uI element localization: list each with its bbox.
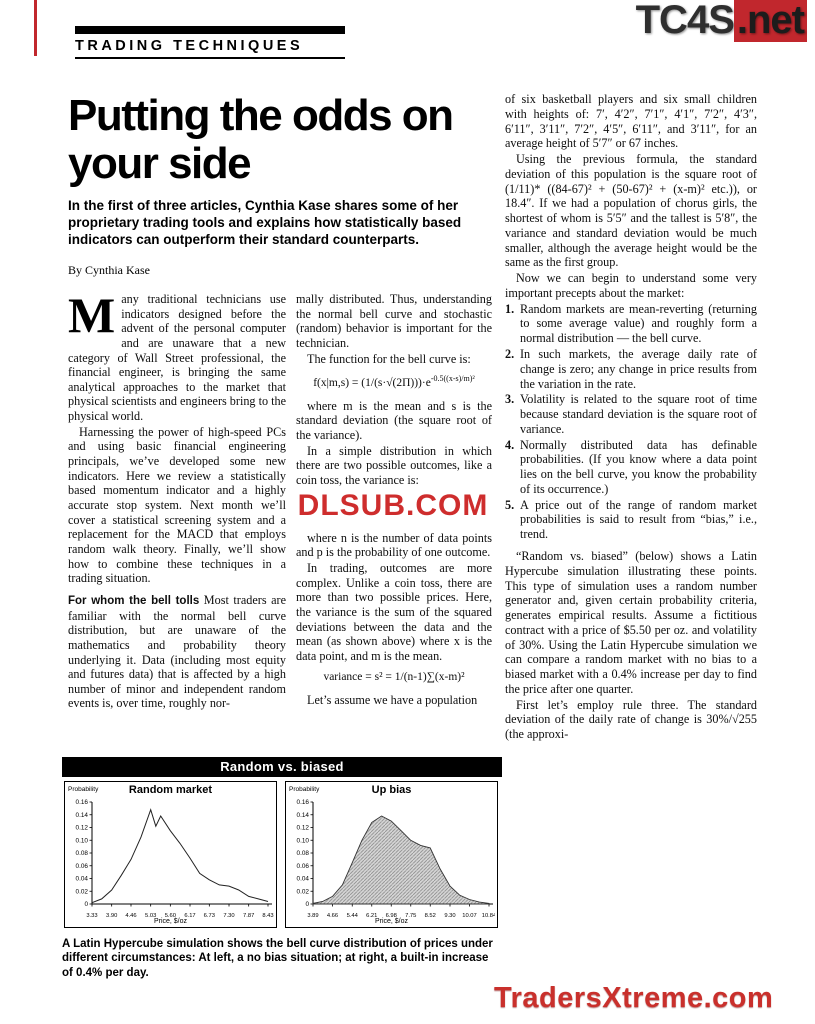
dlsub-watermark: DLSUB.COM	[297, 489, 489, 522]
precept-item	[505, 438, 757, 497]
charts-row	[62, 777, 502, 930]
chart-plot	[287, 797, 496, 919]
tc4s-watermark-net: .net	[734, 0, 807, 42]
paragraph: Using the previous formula, the standard deviation of this population is the square root of (1/11)* ((84-67)² + (50-67)² + (x-m)² etc.)), or 18.4″. If we had a population of chorus girls, the shortest of whom is 5′5″ and the tallest is 5′8″, the variance and standard deviation would be much smaller, although the average height would be the same as the first group.	[505, 152, 757, 270]
svg-text:0.06: 0.06	[75, 862, 88, 870]
paragraph: of six basketball players and six small children with heights of: 7′, 4′2″, 7′1″, 4′1″, 7′2″, 4′3″, 6′11″, 3′11″, 7′2″, 4′5″, 6′11″, and 3′11″, for an average height of 5′7″ or 67 inches.	[505, 92, 757, 151]
precept-item	[505, 347, 757, 391]
chart-title: Up bias	[371, 784, 412, 796]
svg-text:8.52: 8.52	[424, 913, 436, 919]
paragraph: Now we can begin to understand some very important precepts about the market:	[505, 271, 757, 300]
precept-text: A price out of the range of random market probabilities is said to result from “bias,” i.e., trend.	[520, 497, 757, 542]
paragraph: “Random vs. biased” (below) shows a Latin Hypercube simulation illustrating these points. This type of simulation uses a random number generator and, given certain probability criteria, generates empirical results. Assume a fictitious contract with a price of $5.50 per oz. and volatility of 30%. Using the Latin Hypercube simulation we can compare a random market with no bias to a biased market with a 0.4% increase per day to find the price after one quarter.	[505, 548, 757, 696]
section-masthead	[75, 26, 345, 59]
paragraph: where m is the mean and s is the standard deviation (the square root of the variance).	[296, 398, 492, 443]
tradersxtreme-watermark: TradersXtreme.com	[494, 982, 774, 1014]
body-column-3	[505, 92, 757, 743]
paragraph	[68, 287, 286, 424]
svg-text:0.16: 0.16	[296, 799, 309, 807]
x-axis-label: Price, $/oz	[374, 918, 409, 925]
red-edge-accent	[34, 0, 37, 56]
figure-header: Random vs. biased	[62, 757, 502, 777]
formula-base: f(x|m,s) = (1/(s·√(2Π)))·e	[313, 377, 431, 390]
svg-text:0.02: 0.02	[75, 888, 88, 896]
chart-up-bias	[285, 781, 498, 928]
paragraph: In a simple distribution in which there are two possible outcomes, like a coin toss, the variance is:	[296, 443, 492, 488]
variance-formula: variance = s² = 1/(n-1)∑(x-m)²	[323, 671, 465, 684]
chart-plot	[66, 797, 275, 919]
tc4s-watermark-left: TC4S	[635, 0, 734, 42]
paragraph-text: Most traders are familiar with the normal bell curve distribution, but are unaware of the mathematics and probability theory underlying it. Data (including most equity and futures data) that is affected by a high number of minor and independent random events is, over time, roughly nor-	[68, 592, 286, 711]
section-title: TRADING TECHNIQUES	[75, 38, 345, 59]
svg-text:8.43: 8.43	[262, 913, 274, 919]
svg-text:10.84: 10.84	[481, 913, 495, 919]
svg-text:0.14: 0.14	[296, 811, 309, 819]
svg-text:7.30: 7.30	[223, 913, 235, 919]
svg-text:3.89: 3.89	[307, 913, 319, 919]
svg-text:0.12: 0.12	[75, 824, 88, 832]
precept-item	[505, 302, 757, 346]
svg-text:6.21: 6.21	[366, 913, 378, 919]
precept-number: 4.	[505, 437, 515, 452]
paragraph	[68, 593, 286, 711]
svg-text:6.17: 6.17	[184, 913, 196, 919]
chart-title: Random market	[128, 784, 213, 796]
precept-text: Normally distributed data has definable probabilities. (If you know where a data point lies on the bell curve, you know the probability of its occurrence.)	[520, 437, 757, 496]
svg-text:7.75: 7.75	[405, 913, 417, 919]
svg-text:3.90: 3.90	[106, 913, 118, 919]
subhead-bell-tolls: For whom the bell tolls	[68, 594, 200, 607]
svg-text:0.08: 0.08	[296, 850, 309, 858]
svg-text:0: 0	[84, 901, 88, 909]
svg-text:0.16: 0.16	[75, 799, 88, 807]
svg-text:4.66: 4.66	[326, 913, 339, 919]
precept-item	[505, 498, 757, 542]
svg-text:0.12: 0.12	[296, 824, 309, 832]
svg-text:10.07: 10.07	[462, 913, 477, 919]
svg-text:5.60: 5.60	[164, 913, 176, 919]
precept-text: Volatility is related to the square root of time because standard deviation is the square root of variance.	[520, 392, 757, 436]
paragraph: Let’s assume we have a population	[307, 693, 478, 708]
precept-item	[505, 392, 757, 436]
y-axis-label: Probability	[289, 786, 320, 793]
svg-text:0.08: 0.08	[75, 850, 88, 858]
article-byline: By Cynthia Kase	[68, 263, 150, 277]
formula-exponent: -0.5((x-s)/m)²	[430, 374, 475, 384]
x-axis-label: Price, $/oz	[153, 918, 188, 925]
svg-text:6.98: 6.98	[385, 913, 397, 919]
svg-text:6.73: 6.73	[203, 913, 215, 919]
svg-text:3.33: 3.33	[86, 913, 98, 919]
precept-number: 5.	[505, 497, 515, 512]
svg-text:9.30: 9.30	[444, 913, 456, 919]
y-axis-label: Probability	[68, 786, 99, 793]
body-column-1	[68, 287, 286, 712]
figure-random-vs-biased	[62, 757, 502, 930]
precept-number: 3.	[505, 392, 515, 407]
svg-text:0.04: 0.04	[296, 875, 309, 883]
svg-text:0.04: 0.04	[75, 875, 88, 883]
precept-number: 1.	[505, 301, 515, 316]
svg-text:7.87: 7.87	[243, 913, 255, 919]
svg-text:5.03: 5.03	[145, 913, 157, 919]
paragraph: The function for the bell curve is:	[307, 351, 471, 366]
article-standfirst: In the first of three articles, Cynthia Kase shares some of her proprietary trading tools and explains how statistically based indicators can outperform their standard counterparts.	[68, 198, 462, 247]
precept-number: 2.	[505, 347, 515, 362]
svg-text:0.10: 0.10	[75, 837, 88, 845]
svg-text:0.02: 0.02	[296, 888, 309, 896]
paragraph: Harnessing the power of high-speed PCs and using basic financial engineering principals, we’ve developed some new indicators. Here we review a statistically based momentum indicator and a highly accurate stop system. Next month we’ll cover a statistical screening system and a replacement for the MACD that employs random walk theory. Finally, we’ll show how to combine these techniques in a trading situation.	[68, 424, 286, 586]
paragraph: First let’s employ rule three. The standard deviation of the daily rate of change is 30%/√255 (the approxi-	[505, 697, 757, 742]
svg-text:5.44: 5.44	[346, 913, 358, 919]
svg-text:0.06: 0.06	[296, 862, 309, 870]
drop-cap: M	[68, 287, 116, 343]
chart-random-market	[64, 781, 277, 928]
masthead-bar	[75, 26, 345, 34]
figure-caption: A Latin Hypercube simulation shows the bell curve distribution of prices under different circumstances: At left, a no bias situation; at right, a built-in increase of 0.4% per day.	[62, 938, 493, 979]
bell-curve-formula	[296, 374, 492, 391]
svg-text:0.14: 0.14	[75, 811, 88, 819]
svg-text:0: 0	[305, 901, 309, 909]
tc4s-watermark	[636, 0, 807, 43]
paragraph: In trading, outcomes are more complex. Unlike a coin toss, there are more than two possible prices. Here, the variance is the sum of the squared deviations between the data and the mean (as shown above) where x is the data point, and m is the mean.	[296, 560, 492, 663]
paragraph-text: any traditional technicians use indicators designed before the advent of the personal computer and are unaware that a new category of Wall Street professional, the financial engineer, is bringing the same analytical approaches to the market that physical scientists and engineers bring to the physical world.	[68, 292, 286, 424]
paragraph: mally distributed. Thus, understanding the normal bell curve and stochastic (random) behavior is important for the technician.	[296, 292, 492, 350]
svg-text:0.10: 0.10	[296, 837, 309, 845]
article-title: Putting the odds on your side	[68, 91, 453, 188]
paragraph: where n is the number of data points and p is the probability of one outcome.	[296, 530, 492, 560]
svg-text:4.46: 4.46	[125, 913, 137, 919]
precept-text: Random markets are mean-reverting (returning to some average value) and roughly form a normal distribution — the bell curve.	[520, 301, 757, 346]
precept-text: In such markets, the average daily rate of change is zero; any change in price results from the variation in the rate.	[520, 347, 757, 391]
